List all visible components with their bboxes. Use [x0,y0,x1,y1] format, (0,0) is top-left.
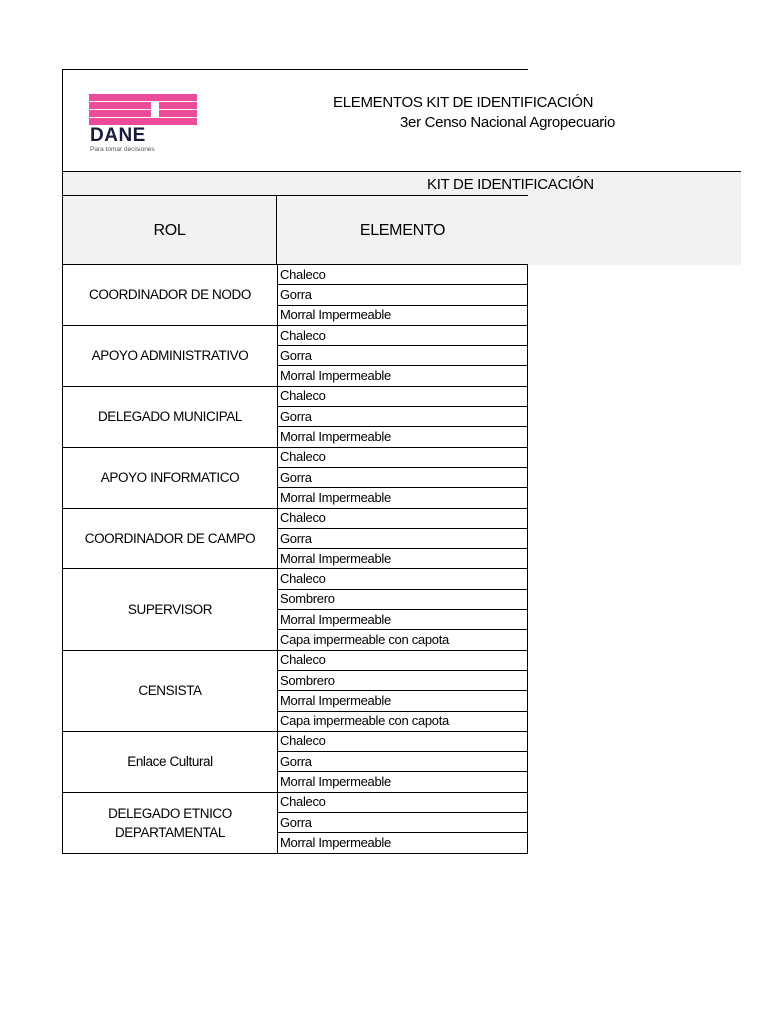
elemento-cell: Chaleco [278,447,528,467]
elemento-cell: Capa impermeable con capota [278,630,528,650]
rol-cell: CENSISTA [63,650,278,731]
elemento-cell: Morral Impermeable [278,691,528,711]
dane-logo-graphic [89,94,199,154]
rol-cell: DELEGADO ETNICO DEPARTAMENTAL [63,792,278,853]
elemento-cell: Chaleco [278,508,528,528]
elemento-cell: Morral Impermeable [278,427,528,447]
elemento-cell: Morral Impermeable [278,305,528,325]
header-box [62,69,616,171]
table-row [63,569,528,589]
elemento-cell: Chaleco [278,325,528,345]
table-row [63,508,528,528]
elemento-cell: Morral Impermeable [278,772,528,792]
elemento-cell: Morral Impermeable [278,488,528,508]
column-header-rol: ROL [62,195,277,265]
kit-table [62,264,528,854]
rol-cell: Enlace Cultural [63,731,278,792]
elemento-cell: Gorra [278,467,528,487]
table-row [63,386,528,406]
elemento-cell: Chaleco [278,792,528,812]
dane-logo [89,94,199,154]
elemento-cell: Morral Impermeable [278,833,528,853]
column-header-extra [528,195,741,265]
rol-cell: SUPERVISOR [63,569,278,650]
rol-cell: DELEGADO MUNICIPAL [63,386,278,447]
rol-cell: COORDINADOR DE NODO [63,265,278,326]
elemento-cell: Morral Impermeable [278,610,528,630]
elemento-cell: Sombrero [278,670,528,690]
elemento-cell: Sombrero [278,589,528,609]
table-row [63,325,528,345]
elemento-cell: Chaleco [278,265,528,285]
table-row [63,792,528,812]
rol-cell: APOYO ADMINISTRATIVO [63,325,278,386]
rol-cell: COORDINADOR DE CAMPO [63,508,278,569]
elemento-cell: Gorra [278,813,528,833]
kit-section-header [62,171,741,195]
elemento-cell: Gorra [278,285,528,305]
elemento-cell: Gorra [278,346,528,366]
elemento-cell: Morral Impermeable [278,366,528,386]
table-row [63,265,528,285]
elemento-cell: Gorra [278,407,528,427]
elemento-cell: Morral Impermeable [278,549,528,569]
elemento-cell: Capa impermeable con capota [278,711,528,731]
document-subtitle: 3er Censo Nacional Agropecuario [400,114,616,131]
table-row [63,731,528,751]
logo-tagline: Para tomar decisiones [90,146,155,153]
column-header-elemento: ELEMENTO [277,195,528,265]
elemento-cell: Chaleco [278,731,528,751]
elemento-cell: Chaleco [278,386,528,406]
elemento-cell: Chaleco [278,569,528,589]
rol-cell: APOYO INFORMATICO [63,447,278,508]
logo-wordmark: DANE [90,125,146,146]
table-row [63,447,528,467]
elemento-cell: Chaleco [278,650,528,670]
document-title: ELEMENTOS KIT DE IDENTIFICACIÓN [333,94,594,111]
kit-section-label: KIT DE IDENTIFICACIÓN [427,176,594,193]
elemento-cell: Gorra [278,528,528,548]
elemento-cell: Gorra [278,752,528,772]
table-row [63,650,528,670]
